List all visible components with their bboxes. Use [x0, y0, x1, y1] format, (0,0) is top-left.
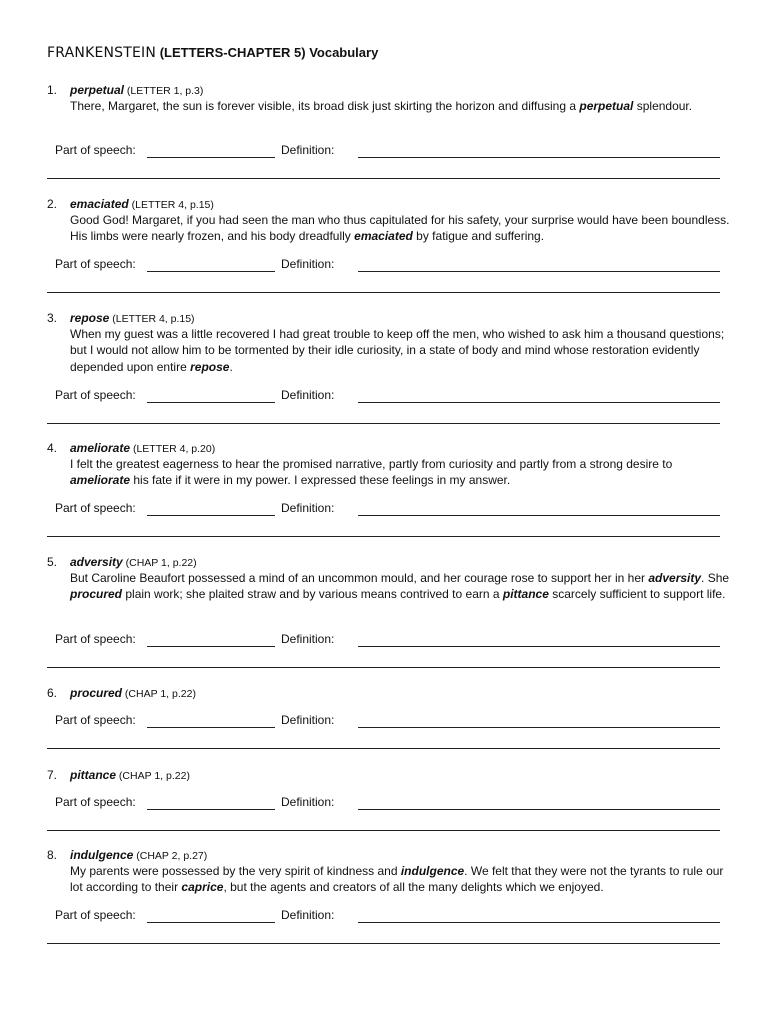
definition-continuation-blank[interactable]	[47, 423, 720, 424]
part-of-speech-blank[interactable]	[147, 809, 275, 810]
definition-label: Definition:	[281, 908, 335, 922]
definition-blank[interactable]	[358, 515, 720, 516]
quotation: But Caroline Beaufort possessed a mind of an uncommon mould, and her courage rose to support her in her adversity. She procured plain work; she plaited straw and by various means contrived to earn a pittance scarcely sufficient to support life.	[70, 571, 730, 602]
source-reference: (LETTER 4, p.20)	[130, 443, 216, 455]
definition-continuation-blank[interactable]	[47, 943, 720, 944]
title-main: FRANKENSTEIN	[47, 45, 157, 61]
part-of-speech-label: Part of speech:	[55, 908, 136, 922]
definition-label: Definition:	[281, 795, 335, 809]
definition-blank[interactable]	[358, 922, 720, 923]
definition-continuation-blank[interactable]	[47, 178, 720, 179]
source-reference: (LETTER 1, p.3)	[124, 85, 204, 97]
answer-row	[0, 907, 768, 927]
item-heading	[70, 196, 214, 213]
item-heading	[70, 554, 197, 571]
item-number: 2.	[47, 197, 58, 211]
item-heading	[70, 310, 195, 327]
definition-blank[interactable]	[358, 157, 720, 158]
item-number: 4.	[47, 441, 58, 455]
part-of-speech-blank[interactable]	[147, 727, 275, 728]
highlighted-word: repose	[190, 359, 230, 374]
definition-continuation-blank[interactable]	[47, 536, 720, 537]
definition-label: Definition:	[281, 257, 335, 271]
page-title	[47, 45, 378, 61]
part-of-speech-blank[interactable]	[147, 271, 275, 272]
definition-label: Definition:	[281, 713, 335, 727]
part-of-speech-label: Part of speech:	[55, 388, 136, 402]
answer-row	[0, 712, 768, 732]
part-of-speech-label: Part of speech:	[55, 501, 136, 515]
answer-row	[0, 387, 768, 407]
item-heading	[70, 767, 190, 784]
quotation: My parents were possessed by the very spirit of kindness and indulgence. We felt that they were not the tyrants to rule our lot according to their caprice, but the agents and creators of all the many delights which we enjoyed.	[70, 864, 724, 895]
vocab-word: emaciated	[70, 197, 129, 211]
source-reference: (CHAP 2, p.27)	[133, 850, 208, 862]
part-of-speech-label: Part of speech:	[55, 632, 136, 646]
quotation: Good God! Margaret, if you had seen the man who thus capitulated for his safety, your surprise would have been boundless. His limbs were nearly frozen, and his body dreadfully emaciated by fatigue and suffering.	[70, 213, 730, 244]
item-heading	[70, 685, 196, 702]
definition-blank[interactable]	[358, 646, 720, 647]
item-number: 5.	[47, 555, 58, 569]
source-reference: (LETTER 4, p.15)	[109, 313, 195, 325]
definition-blank[interactable]	[358, 809, 720, 810]
quotation: When my guest was a little recovered I had great trouble to keep off the men, who wished to ask him a thousand questions; but I would not allow him to be tormented by their idle curiosity, in a state of body and mind whose restoration evidently depended upon entire repose.	[70, 327, 725, 374]
part-of-speech-label: Part of speech:	[55, 713, 136, 727]
answer-row	[0, 794, 768, 814]
highlighted-word: pittance	[502, 587, 549, 602]
highlighted-word: adversity	[648, 571, 702, 585]
highlighted-word: emaciated	[354, 229, 413, 244]
item-number: 8.	[47, 848, 58, 862]
vocab-word: indulgence	[70, 848, 134, 862]
source-reference: (CHAP 1, p.22)	[122, 557, 197, 569]
vocab-word: procured	[70, 686, 123, 700]
definition-label: Definition:	[281, 632, 335, 646]
title-sub: (LETTERS-CHAPTER 5) Vocabulary	[159, 45, 379, 60]
item-number: 6.	[47, 686, 58, 700]
vocab-word: repose	[70, 311, 110, 325]
definition-label: Definition:	[281, 388, 335, 402]
definition-blank[interactable]	[358, 402, 720, 403]
definition-continuation-blank[interactable]	[47, 292, 720, 293]
vocab-word: pittance	[70, 768, 117, 782]
definition-label: Definition:	[281, 501, 335, 515]
part-of-speech-blank[interactable]	[147, 646, 275, 647]
answer-row	[0, 631, 768, 651]
source-reference: (LETTER 4, p.15)	[128, 199, 214, 211]
answer-row	[0, 142, 768, 162]
highlighted-word: caprice	[181, 880, 224, 895]
part-of-speech-label: Part of speech:	[55, 143, 136, 157]
part-of-speech-label: Part of speech:	[55, 257, 136, 271]
definition-continuation-blank[interactable]	[47, 748, 720, 749]
highlighted-word: ameliorate	[70, 473, 131, 488]
item-heading	[70, 82, 203, 99]
answer-row	[0, 500, 768, 520]
quotation: I felt the greatest eagerness to hear the promised narrative, partly from curiosity and partly from a strong desire to ameliorate his fate if it were in my power. I expressed these feelings in my answer.	[70, 457, 673, 488]
part-of-speech-blank[interactable]	[147, 402, 275, 403]
vocab-word: ameliorate	[70, 441, 131, 455]
vocab-word: adversity	[70, 555, 123, 569]
part-of-speech-blank[interactable]	[147, 922, 275, 923]
item-number: 3.	[47, 311, 58, 325]
item-number: 1.	[47, 83, 58, 97]
highlighted-word: indulgence	[400, 864, 465, 878]
definition-label: Definition:	[281, 143, 335, 157]
part-of-speech-label: Part of speech:	[55, 795, 136, 809]
highlighted-word: perpetual	[579, 99, 634, 113]
answer-row	[0, 256, 768, 276]
definition-blank[interactable]	[358, 727, 720, 728]
quotation: There, Margaret, the sun is forever visible, its broad disk just skirting the horizon and diffusing a perpetual splendour.	[70, 99, 693, 113]
item-heading	[70, 847, 207, 864]
part-of-speech-blank[interactable]	[147, 157, 275, 158]
part-of-speech-blank[interactable]	[147, 515, 275, 516]
item-number: 7.	[47, 768, 58, 782]
definition-continuation-blank[interactable]	[47, 667, 720, 668]
highlighted-word: procured	[70, 587, 123, 602]
vocab-word: perpetual	[70, 83, 125, 97]
definition-continuation-blank[interactable]	[47, 830, 720, 831]
definition-blank[interactable]	[358, 271, 720, 272]
source-reference: (CHAP 1, p.22)	[122, 688, 196, 700]
source-reference: (CHAP 1, p.22)	[116, 770, 190, 782]
item-heading	[70, 440, 215, 457]
